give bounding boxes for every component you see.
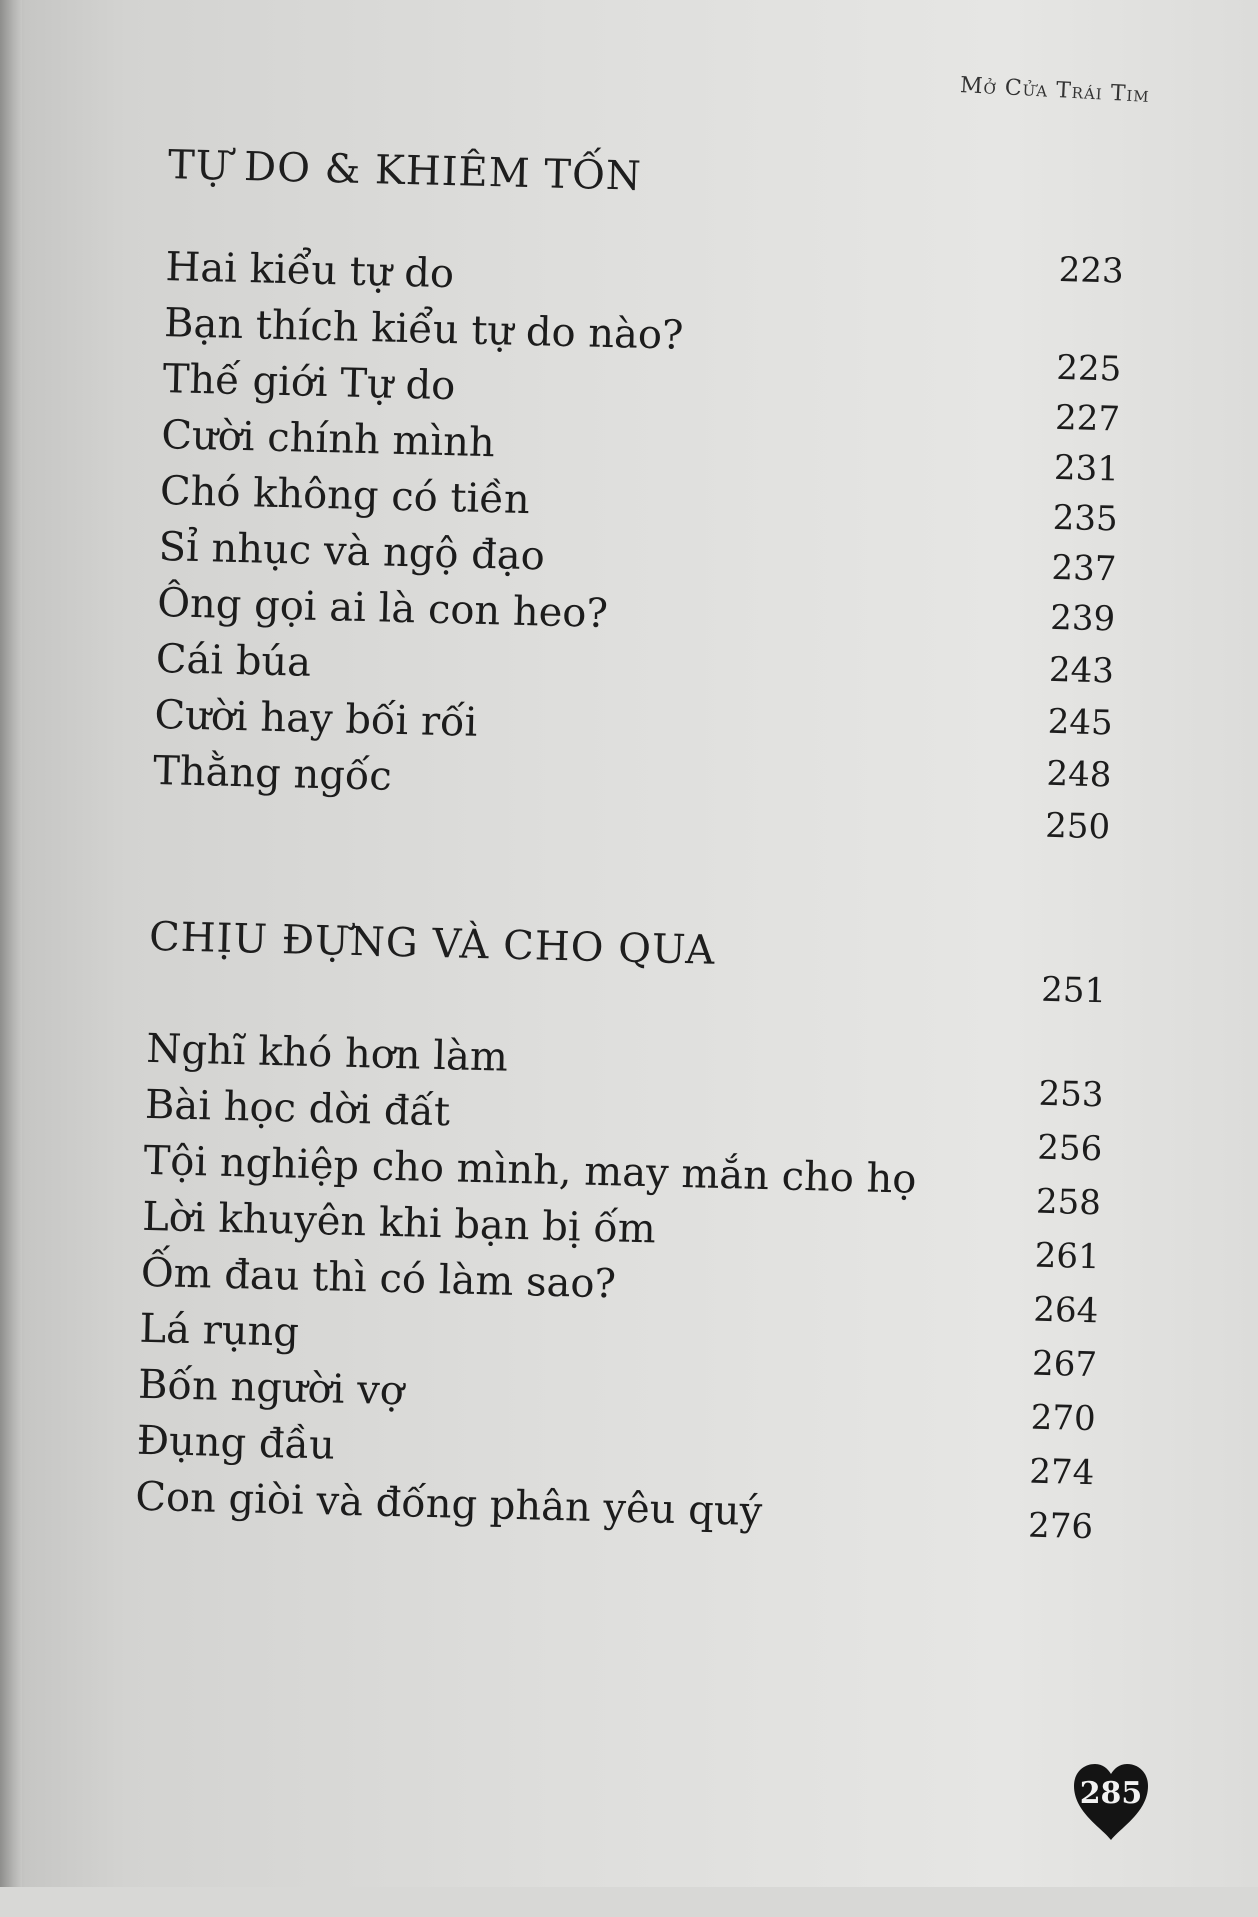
page-number-entry: 223 — [1058, 249, 1125, 292]
toc-item: Tội nghiệp cho mình, may mắn cho họ — [143, 1137, 917, 1203]
toc-item: Thế giới Tự do — [162, 356, 456, 410]
page-number-entry: 251 — [1040, 969, 1107, 1012]
page-number-entry: 237 — [1051, 547, 1117, 590]
toc-item: Đụng đầu — [136, 1417, 336, 1469]
toc-item: Bạn thích kiểu tự do nào? — [163, 300, 684, 359]
toc-item: Cười chính mình — [160, 412, 496, 467]
page-number-entry: 270 — [1030, 1397, 1097, 1440]
page-number-entry: 225 — [1055, 347, 1122, 390]
toc-item: Chó không có tiền — [159, 468, 531, 524]
page-number-entry: 267 — [1031, 1343, 1098, 1386]
page-number-entry: 250 — [1044, 805, 1111, 848]
toc-item: Lá rụng — [139, 1305, 300, 1356]
page-number-entry: 239 — [1049, 597, 1116, 640]
page-number-entry: 227 — [1054, 397, 1121, 440]
toc-item: Sỉ nhục và ngộ đạo — [158, 524, 546, 580]
running-header: Mở Cửa Trái Tim — [959, 73, 1151, 108]
toc-item: Nghĩ khó hơn làm — [145, 1025, 509, 1081]
page-number-entry: 256 — [1036, 1127, 1103, 1170]
page-number-entry: 248 — [1046, 753, 1112, 796]
toc-item: Bài học dời đất — [144, 1081, 451, 1136]
page-number-entry: 235 — [1052, 497, 1119, 540]
page-number-entry: 243 — [1048, 649, 1115, 692]
section-title: TỰ DO & KHIÊM TỐN — [167, 142, 643, 200]
page-number-entry: 258 — [1035, 1181, 1102, 1224]
page-number-entry: 264 — [1032, 1289, 1099, 1332]
page-number-entry: 261 — [1034, 1235, 1101, 1278]
page-number-entry: 274 — [1028, 1451, 1095, 1494]
section-title: CHỊU ĐỰNG VÀ CHO QUA — [148, 913, 716, 974]
toc-item: Con giòi và đống phân yêu quý — [134, 1473, 763, 1536]
page-number-entry: 231 — [1053, 447, 1120, 490]
toc-item: Thằng ngốc — [152, 747, 393, 800]
toc-item: Ốm đau thì có làm sao? — [140, 1249, 617, 1308]
toc-item: Ông gọi ai là con heo? — [156, 580, 609, 638]
toc-item: Bốn người vợ — [137, 1361, 405, 1415]
toc-item: Hai kiểu tự do — [164, 244, 455, 298]
page-number-badge — [1072, 1762, 1150, 1842]
toc-item: Lời khuyên khi bạn bị ốm — [141, 1193, 657, 1253]
toc-item: Cái búa — [155, 636, 312, 686]
page-number: 285 — [1079, 1776, 1143, 1811]
page-number-entry: 276 — [1027, 1505, 1094, 1548]
toc-item: Cười hay bối rối — [154, 691, 478, 746]
page-number-entry: 245 — [1047, 701, 1114, 744]
page-number-entry: 253 — [1038, 1073, 1105, 1116]
